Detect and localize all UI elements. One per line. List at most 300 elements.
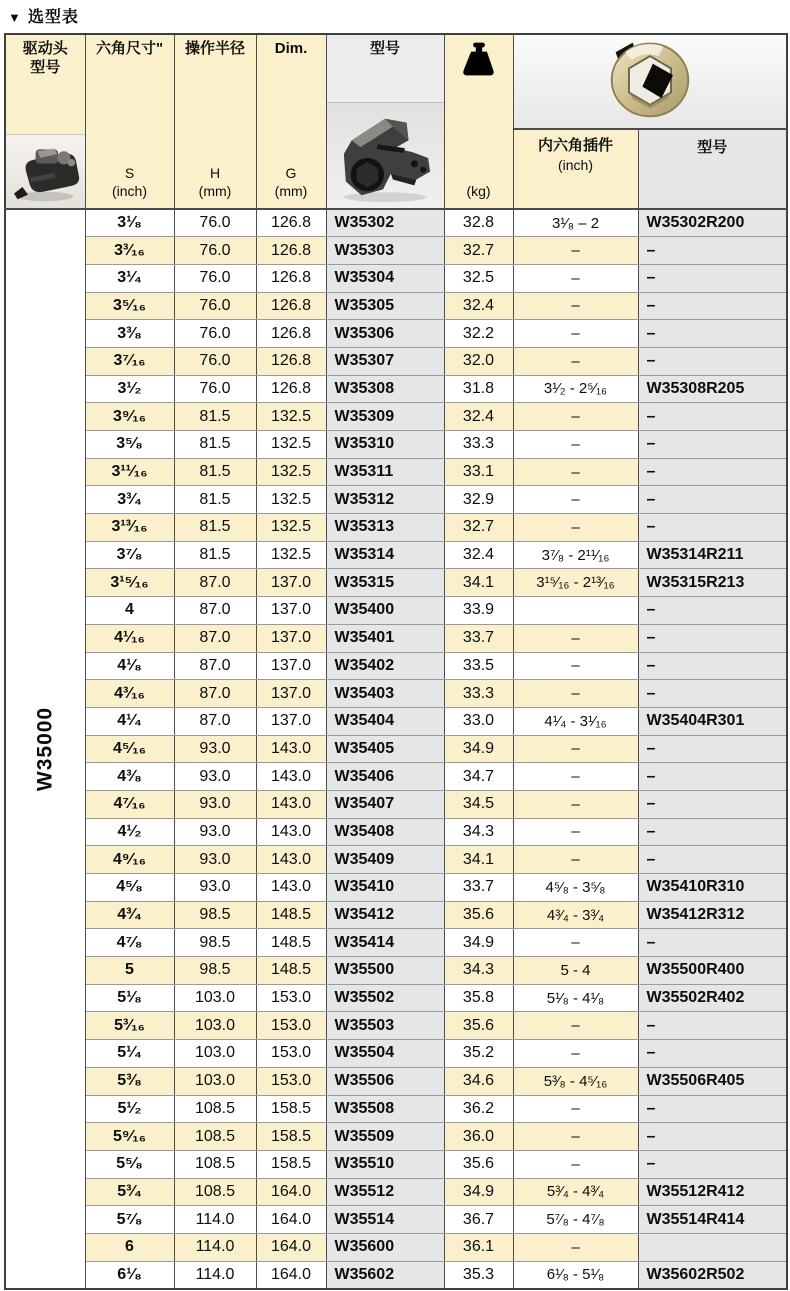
table-row	[5, 486, 787, 514]
cell-insert_model: W35514R414	[638, 1206, 787, 1234]
table-row	[5, 1206, 787, 1234]
cell-s: 6¹⁄₈	[85, 1261, 174, 1289]
cell-kg: 32.9	[444, 486, 513, 514]
cell-g: 143.0	[256, 763, 326, 791]
cell-kg: 31.8	[444, 375, 513, 403]
cell-g: 158.5	[256, 1095, 326, 1123]
cell-h: 76.0	[174, 375, 256, 403]
cell-insert_model	[638, 1233, 787, 1261]
cell-g: 137.0	[256, 680, 326, 708]
cell-h: 81.5	[174, 541, 256, 569]
cell-insert: –	[513, 264, 638, 292]
cell-h: 87.0	[174, 569, 256, 597]
cell-s: 5⁵⁄₈	[85, 1150, 174, 1178]
cell-model: W35512	[326, 1178, 444, 1206]
cell-insert_model: –	[638, 763, 787, 791]
cell-insert: 3⁷⁄₈ - 2¹¹⁄₁₆	[513, 541, 638, 569]
table-row	[5, 957, 787, 985]
hex-insert-photo-icon	[600, 35, 700, 123]
cell-s: 3¹⁄₈	[85, 209, 174, 237]
table-body	[5, 209, 787, 1289]
table-row	[5, 984, 787, 1012]
cell-insert: 3¹⁄₈ – 2	[513, 209, 638, 237]
page-title	[8, 4, 79, 27]
cell-g: 148.5	[256, 929, 326, 957]
header-insert-model-label: 型号	[697, 139, 728, 156]
cell-s: 5⁹⁄₁₆	[85, 1123, 174, 1151]
cell-h: 98.5	[174, 929, 256, 957]
cell-kg: 32.7	[444, 237, 513, 265]
cell-g: 148.5	[256, 901, 326, 929]
cell-model: W35409	[326, 846, 444, 874]
cell-insert: 4⁵⁄₈ - 3⁵⁄₈	[513, 874, 638, 902]
cell-s: 4⁷⁄₈	[85, 929, 174, 957]
cell-insert_model: –	[638, 1012, 787, 1040]
cell-s: 4⁵⁄₁₆	[85, 735, 174, 763]
cell-g: 137.0	[256, 569, 326, 597]
cell-h: 103.0	[174, 1040, 256, 1068]
cell-model: W35304	[326, 264, 444, 292]
header-drive-label: 驱动头 型号	[22, 40, 68, 76]
cell-model: W35305	[326, 292, 444, 320]
cell-h: 93.0	[174, 735, 256, 763]
cell-insert_model: –	[638, 597, 787, 625]
drive-model-label: W35000	[33, 706, 57, 792]
cell-insert: –	[513, 790, 638, 818]
cell-h: 76.0	[174, 209, 256, 237]
cell-model: W35502	[326, 984, 444, 1012]
cell-insert	[513, 597, 638, 625]
table-row	[5, 320, 787, 348]
cell-model: W35403	[326, 680, 444, 708]
cell-h: 114.0	[174, 1206, 256, 1234]
cell-kg: 34.1	[444, 569, 513, 597]
cell-insert: 4³⁄₄ - 3³⁄₄	[513, 901, 638, 929]
cell-kg: 34.7	[444, 763, 513, 791]
cell-g: 164.0	[256, 1206, 326, 1234]
table-row	[5, 264, 787, 292]
cell-kg: 32.2	[444, 320, 513, 348]
cell-model: W35510	[326, 1150, 444, 1178]
cell-insert: –	[513, 1123, 638, 1151]
cell-insert: 3¹⁵⁄₁₆ - 2¹³⁄₁₆	[513, 569, 638, 597]
cell-h: 93.0	[174, 790, 256, 818]
cell-h: 87.0	[174, 707, 256, 735]
cell-kg: 34.1	[444, 846, 513, 874]
header-model	[326, 34, 444, 209]
header-weight-unit: (kg)	[466, 182, 491, 199]
cell-model: W35404	[326, 707, 444, 735]
cell-h: 81.5	[174, 486, 256, 514]
cell-insert_model: –	[638, 818, 787, 846]
cell-h: 93.0	[174, 846, 256, 874]
cell-g: 143.0	[256, 735, 326, 763]
cell-insert: 5 - 4	[513, 957, 638, 985]
cell-insert: –	[513, 514, 638, 542]
cell-kg: 32.4	[444, 403, 513, 431]
cell-h: 108.5	[174, 1095, 256, 1123]
cell-insert_model: –	[638, 624, 787, 652]
cell-s: 4¹⁄₂	[85, 818, 174, 846]
cell-insert_model: –	[638, 320, 787, 348]
cell-g: 132.5	[256, 541, 326, 569]
cell-g: 126.8	[256, 375, 326, 403]
cell-insert: –	[513, 735, 638, 763]
table-row	[5, 680, 787, 708]
cell-s: 4⁷⁄₁₆	[85, 790, 174, 818]
table-row	[5, 901, 787, 929]
cell-insert_model: –	[638, 1150, 787, 1178]
cell-model: W35405	[326, 735, 444, 763]
table-row	[5, 874, 787, 902]
cell-insert_model: W35412R312	[638, 901, 787, 929]
cell-s: 3⁵⁄₈	[85, 431, 174, 459]
cell-kg: 36.0	[444, 1123, 513, 1151]
cell-insert: 6¹⁄₈ - 5¹⁄₈	[513, 1261, 638, 1289]
cell-s: 3¹⁵⁄₁₆	[85, 569, 174, 597]
cell-insert: 5³⁄₄ - 4³⁄₄	[513, 1178, 638, 1206]
table-row	[5, 790, 787, 818]
cell-insert_model: W35302R200	[638, 209, 787, 237]
header-hex-size-unit: S (inch)	[111, 164, 147, 199]
header-radius-unit: H (mm)	[198, 164, 232, 199]
cell-s: 4¹⁄₈	[85, 652, 174, 680]
cell-insert_model: –	[638, 264, 787, 292]
table-row	[5, 209, 787, 237]
header-model-label: 型号	[369, 40, 400, 57]
table-row	[5, 1012, 787, 1040]
cell-kg: 34.9	[444, 1178, 513, 1206]
cell-s: 5	[85, 957, 174, 985]
cell-model: W35306	[326, 320, 444, 348]
cell-model: W35414	[326, 929, 444, 957]
header-hex-insert-unit: (inch)	[557, 156, 593, 173]
cell-insert_model: –	[638, 486, 787, 514]
selection-table	[4, 33, 788, 1290]
cell-insert_model: –	[638, 846, 787, 874]
cell-insert: –	[513, 431, 638, 459]
cell-g: 164.0	[256, 1261, 326, 1289]
table-row	[5, 403, 787, 431]
cell-g: 143.0	[256, 818, 326, 846]
cell-g: 153.0	[256, 1067, 326, 1095]
table-row	[5, 292, 787, 320]
cell-model: W35602	[326, 1261, 444, 1289]
cell-kg: 33.1	[444, 458, 513, 486]
cell-model: W35407	[326, 790, 444, 818]
cell-insert_model: –	[638, 431, 787, 459]
cell-model: W35401	[326, 624, 444, 652]
cell-s: 4³⁄₁₆	[85, 680, 174, 708]
cell-kg: 34.9	[444, 929, 513, 957]
cell-g: 137.0	[256, 652, 326, 680]
cell-s: 3⁷⁄₁₆	[85, 347, 174, 375]
cell-h: 108.5	[174, 1123, 256, 1151]
cell-model: W35313	[326, 514, 444, 542]
cell-kg: 32.8	[444, 209, 513, 237]
cell-kg: 32.7	[444, 514, 513, 542]
cell-kg: 34.3	[444, 957, 513, 985]
cell-h: 93.0	[174, 874, 256, 902]
cell-insert_model: W35502R402	[638, 984, 787, 1012]
cell-insert: –	[513, 403, 638, 431]
cell-h: 81.5	[174, 514, 256, 542]
cell-s: 4³⁄₄	[85, 901, 174, 929]
cell-insert: –	[513, 680, 638, 708]
cell-g: 126.8	[256, 209, 326, 237]
cell-insert: 5¹⁄₈ - 4¹⁄₈	[513, 984, 638, 1012]
cell-insert: –	[513, 237, 638, 265]
cell-h: 87.0	[174, 652, 256, 680]
table-header	[5, 34, 787, 209]
cell-insert_model: –	[638, 652, 787, 680]
cell-h: 114.0	[174, 1233, 256, 1261]
cell-insert: 3¹⁄₂ - 2⁵⁄₁₆	[513, 375, 638, 403]
cell-s: 5³⁄₈	[85, 1067, 174, 1095]
cell-insert: –	[513, 320, 638, 348]
cell-insert_model: –	[638, 514, 787, 542]
drive-head-photo-icon	[9, 140, 81, 204]
cell-model: W35504	[326, 1040, 444, 1068]
cell-s: 5¹⁄₈	[85, 984, 174, 1012]
cell-model: W35406	[326, 763, 444, 791]
table-row	[5, 431, 787, 459]
cell-kg: 33.7	[444, 624, 513, 652]
cell-g: 158.5	[256, 1123, 326, 1151]
cell-s: 3³⁄₁₆	[85, 237, 174, 265]
cell-insert: 5⁷⁄₈ - 4⁷⁄₈	[513, 1206, 638, 1234]
cell-model: W35307	[326, 347, 444, 375]
cell-insert_model: –	[638, 1040, 787, 1068]
cell-h: 76.0	[174, 347, 256, 375]
cell-insert: –	[513, 624, 638, 652]
cell-s: 3¹⁄₄	[85, 264, 174, 292]
cell-insert: –	[513, 818, 638, 846]
table-row	[5, 375, 787, 403]
cell-g: 153.0	[256, 1012, 326, 1040]
cell-g: 126.8	[256, 237, 326, 265]
cell-kg: 34.9	[444, 735, 513, 763]
cell-model: W35503	[326, 1012, 444, 1040]
cell-model: W35408	[326, 818, 444, 846]
cell-insert_model: –	[638, 735, 787, 763]
cell-kg: 32.0	[444, 347, 513, 375]
cell-h: 81.5	[174, 431, 256, 459]
cell-kg: 35.3	[444, 1261, 513, 1289]
cell-h: 103.0	[174, 984, 256, 1012]
cell-h: 76.0	[174, 320, 256, 348]
weight-icon	[460, 35, 498, 81]
wrench-head-photo-icon	[334, 107, 436, 205]
cell-insert_model: –	[638, 458, 787, 486]
table-row	[5, 514, 787, 542]
cell-model: W35509	[326, 1123, 444, 1151]
cell-insert: –	[513, 292, 638, 320]
cell-s: 5³⁄₄	[85, 1178, 174, 1206]
hex-insert-photo	[513, 34, 787, 129]
cell-g: 137.0	[256, 624, 326, 652]
cell-insert_model: –	[638, 1095, 787, 1123]
cell-g: 126.8	[256, 320, 326, 348]
cell-h: 93.0	[174, 818, 256, 846]
cell-kg: 35.6	[444, 1150, 513, 1178]
cell-model: W35600	[326, 1233, 444, 1261]
cell-model: W35410	[326, 874, 444, 902]
cell-kg: 34.6	[444, 1067, 513, 1095]
cell-g: 132.5	[256, 486, 326, 514]
cell-h: 103.0	[174, 1067, 256, 1095]
cell-h: 81.5	[174, 458, 256, 486]
cell-s: 3¹³⁄₁₆	[85, 514, 174, 542]
cell-insert: –	[513, 846, 638, 874]
header-radius	[174, 34, 256, 209]
cell-kg: 36.7	[444, 1206, 513, 1234]
cell-model: W35312	[326, 486, 444, 514]
table-row	[5, 1095, 787, 1123]
cell-insert_model: –	[638, 347, 787, 375]
cell-insert: –	[513, 458, 638, 486]
cell-h: 114.0	[174, 1261, 256, 1289]
table-row	[5, 597, 787, 625]
cell-h: 76.0	[174, 237, 256, 265]
cell-g: 126.8	[256, 347, 326, 375]
cell-model: W35506	[326, 1067, 444, 1095]
cell-insert_model: W35314R211	[638, 541, 787, 569]
cell-g: 153.0	[256, 984, 326, 1012]
cell-kg: 33.9	[444, 597, 513, 625]
table-row	[5, 624, 787, 652]
cell-g: 126.8	[256, 292, 326, 320]
table-row	[5, 1123, 787, 1151]
cell-kg: 33.3	[444, 431, 513, 459]
cell-insert_model: W35506R405	[638, 1067, 787, 1095]
cell-model: W35508	[326, 1095, 444, 1123]
cell-g: 126.8	[256, 264, 326, 292]
cell-model: W35310	[326, 431, 444, 459]
cell-model: W35402	[326, 652, 444, 680]
header-hex-insert	[513, 129, 638, 209]
cell-g: 132.5	[256, 458, 326, 486]
cell-insert_model: –	[638, 403, 787, 431]
table-row	[5, 735, 787, 763]
cell-h: 108.5	[174, 1178, 256, 1206]
cell-kg: 36.2	[444, 1095, 513, 1123]
table-row	[5, 347, 787, 375]
cell-insert: –	[513, 1150, 638, 1178]
cell-model: W35314	[326, 541, 444, 569]
cell-insert_model: –	[638, 237, 787, 265]
cell-g: 158.5	[256, 1150, 326, 1178]
cell-h: 108.5	[174, 1150, 256, 1178]
cell-insert: –	[513, 1012, 638, 1040]
cell-h: 87.0	[174, 680, 256, 708]
cell-h: 76.0	[174, 264, 256, 292]
cell-model: W35315	[326, 569, 444, 597]
cell-insert_model: –	[638, 292, 787, 320]
cell-s: 3³⁄₈	[85, 320, 174, 348]
cell-s: 5³⁄₁₆	[85, 1012, 174, 1040]
header-insert-model	[638, 129, 787, 209]
cell-model: W35400	[326, 597, 444, 625]
cell-insert: 5³⁄₈ - 4⁵⁄₁₆	[513, 1067, 638, 1095]
cell-model: W35302	[326, 209, 444, 237]
cell-s: 4³⁄₈	[85, 763, 174, 791]
cell-h: 76.0	[174, 292, 256, 320]
cell-h: 98.5	[174, 957, 256, 985]
cell-h: 87.0	[174, 597, 256, 625]
cell-g: 164.0	[256, 1178, 326, 1206]
cell-g: 153.0	[256, 1040, 326, 1068]
wrench-head-photo	[327, 102, 444, 208]
header-drive-model	[5, 34, 85, 209]
cell-kg: 34.3	[444, 818, 513, 846]
cell-g: 132.5	[256, 514, 326, 542]
cell-g: 143.0	[256, 874, 326, 902]
cell-kg: 33.7	[444, 874, 513, 902]
table-row	[5, 1233, 787, 1261]
cell-s: 5⁷⁄₈	[85, 1206, 174, 1234]
cell-insert_model: W35512R412	[638, 1178, 787, 1206]
table-row	[5, 929, 787, 957]
cell-s: 3⁵⁄₁₆	[85, 292, 174, 320]
table-row	[5, 1150, 787, 1178]
cell-insert: –	[513, 929, 638, 957]
cell-s: 3³⁄₄	[85, 486, 174, 514]
cell-s: 3¹¹⁄₁₆	[85, 458, 174, 486]
cell-h: 98.5	[174, 901, 256, 929]
page-title-text: 选型表	[27, 9, 79, 26]
cell-kg: 32.5	[444, 264, 513, 292]
cell-insert_model: –	[638, 929, 787, 957]
cell-s: 6	[85, 1233, 174, 1261]
cell-kg: 35.8	[444, 984, 513, 1012]
cell-s: 4¹⁄₁₆	[85, 624, 174, 652]
table-row	[5, 763, 787, 791]
cell-g: 137.0	[256, 597, 326, 625]
table-row	[5, 569, 787, 597]
cell-kg: 35.6	[444, 901, 513, 929]
cell-kg: 36.1	[444, 1233, 513, 1261]
triangle-marker-icon: ▼	[8, 10, 22, 25]
cell-model: W35500	[326, 957, 444, 985]
cell-kg: 33.0	[444, 707, 513, 735]
table-row	[5, 541, 787, 569]
cell-insert_model: W35308R205	[638, 375, 787, 403]
table-row	[5, 652, 787, 680]
cell-insert_model: W35500R400	[638, 957, 787, 985]
cell-g: 132.5	[256, 403, 326, 431]
header-radius-label: 操作半径	[184, 40, 245, 57]
cell-s: 4⁹⁄₁₆	[85, 846, 174, 874]
cell-insert: 4¹⁄₄ - 3¹⁄₁₆	[513, 707, 638, 735]
cell-h: 103.0	[174, 1012, 256, 1040]
cell-insert: –	[513, 1095, 638, 1123]
cell-kg: 33.5	[444, 652, 513, 680]
table-row	[5, 1067, 787, 1095]
cell-kg: 34.5	[444, 790, 513, 818]
cell-s: 3⁷⁄₈	[85, 541, 174, 569]
cell-insert_model: –	[638, 790, 787, 818]
cell-g: 132.5	[256, 431, 326, 459]
cell-insert_model: W35602R502	[638, 1261, 787, 1289]
cell-insert: –	[513, 1233, 638, 1261]
table-row	[5, 707, 787, 735]
cell-insert: –	[513, 652, 638, 680]
header-hex-size-label: 六角尺寸"	[95, 40, 164, 57]
cell-kg: 35.2	[444, 1040, 513, 1068]
cell-insert_model: W35315R213	[638, 569, 787, 597]
cell-insert: –	[513, 486, 638, 514]
